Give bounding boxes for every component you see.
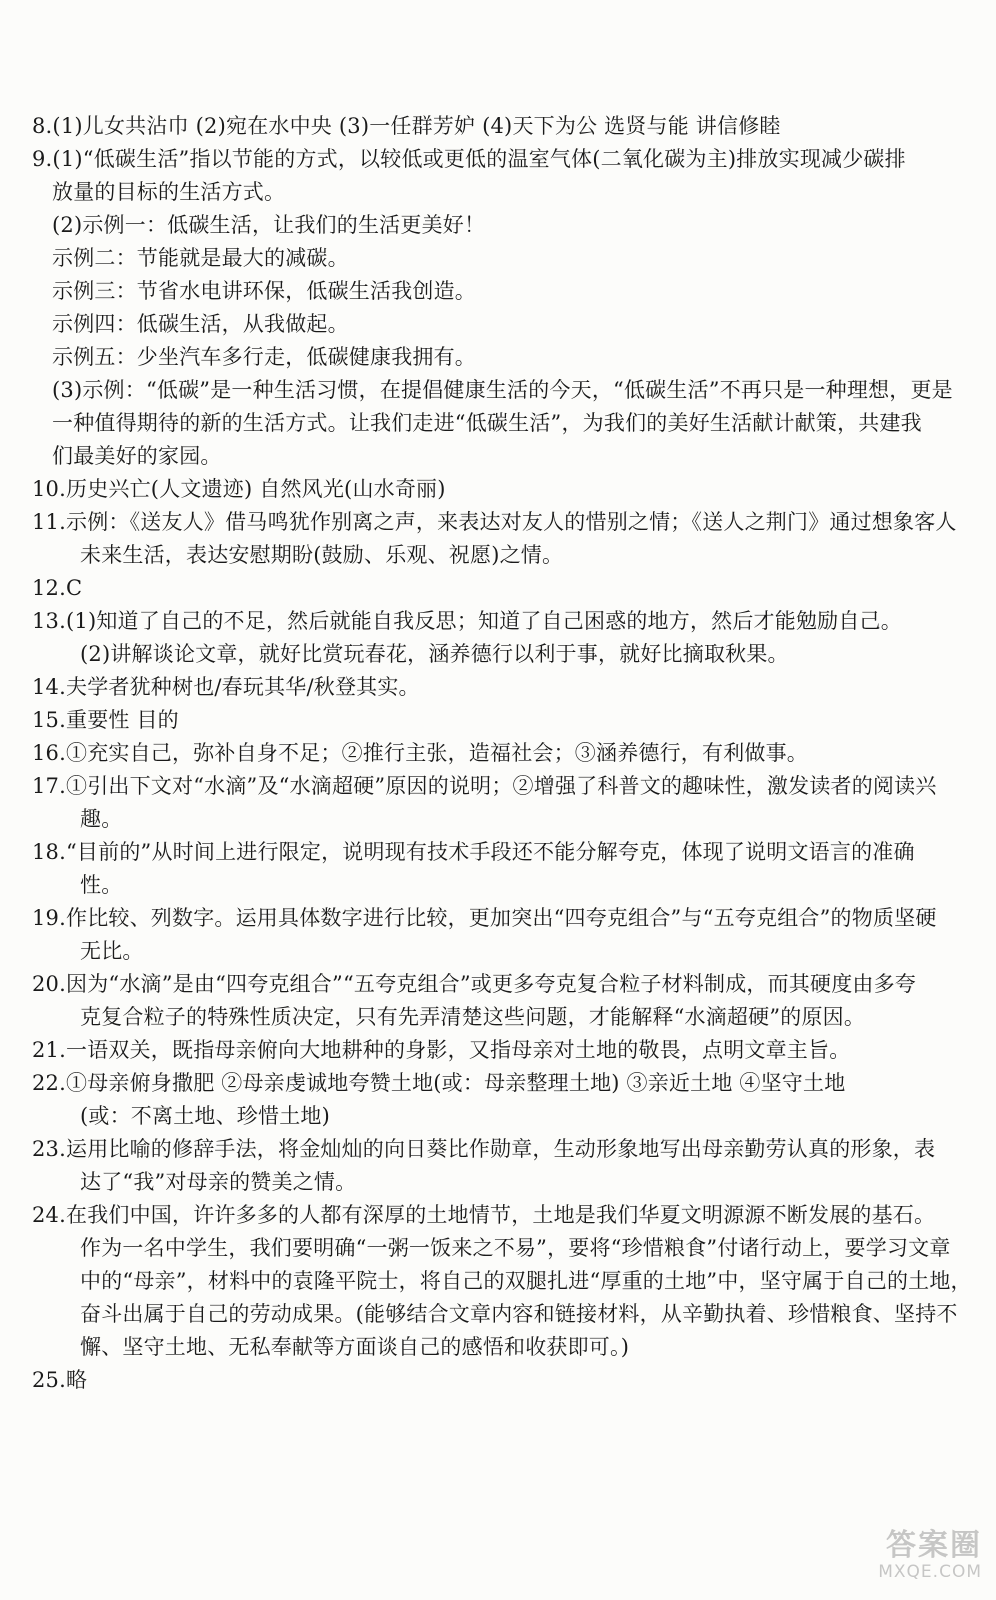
answer-line: 性。 bbox=[80, 873, 123, 897]
watermark-logo bbox=[832, 1530, 982, 1586]
answer-line: 21.一语双关，既指母亲俯向大地耕种的身影，又指母亲对土地的敬畏，点明文章主旨。 bbox=[32, 1038, 851, 1062]
answer-line: 懈、坚守土地、无私奉献等方面谈自己的感悟和收获即可。) bbox=[80, 1335, 630, 1359]
answer-line: 17.①引出下文对“水滴”及“水滴超硬”原因的说明；②增强了科普文的趣味性，激发读者的阅读兴 bbox=[32, 774, 937, 798]
answer-line: 放量的目标的生活方式。 bbox=[52, 180, 286, 204]
answer-line: 18.“目前的”从时间上进行限定，说明现有技术手段还不能分解夸克，体现了说明文语言的准确 bbox=[32, 840, 915, 864]
answer-line: 无比。 bbox=[80, 939, 144, 963]
answer-line: 25.略 bbox=[32, 1368, 88, 1392]
answer-line: 12.C bbox=[32, 576, 83, 600]
answer-line: 作为一名中学生，我们要明确“一粥一饭来之不易”，要将“珍惜粮食”付诸行动上，要学习文章 bbox=[80, 1236, 951, 1260]
answer-line: 20.因为“水滴”是由“四夸克组合”“五夸克组合”或更多夸克复合粒子材料制成，而其硬度由多夸 bbox=[32, 972, 917, 996]
answer-line: (2)示例一：低碳生活，让我们的生活更美好！ bbox=[52, 213, 486, 237]
answer-line: 趣。 bbox=[80, 807, 123, 831]
answer-line: (2)讲解谈论文章，就好比赏玩春花，涵养德行以利于事，就好比摘取秋果。 bbox=[80, 642, 789, 666]
answer-line: 示例二：节能就是最大的减碳。 bbox=[52, 246, 349, 270]
answer-line: 一种值得期待的新的生活方式。让我们走进“低碳生活”，为我们的美好生活献计献策，共建我 bbox=[52, 411, 922, 435]
answer-line: 示例四：低碳生活，从我做起。 bbox=[52, 312, 349, 336]
answer-line: 16.①充实自己，弥补自身不足；②推行主张，造福社会；③涵养德行，有利做事。 bbox=[32, 741, 808, 765]
answer-line: 13.(1)知道了自己的不足，然后就能自我反思；知道了自己困惑的地方，然后才能勉励自己。 bbox=[32, 609, 902, 633]
answer-line: 9.(1)“低碳生活”指以节能的方式，以较低或更低的温室气体(二氧化碳为主)排放实现减少碳排 bbox=[32, 147, 906, 171]
answer-line: 示例三：节省水电讲环保，低碳生活我创造。 bbox=[52, 279, 476, 303]
answer-line: 们最美好的家园。 bbox=[52, 444, 222, 468]
watermark-url: MXQE.COM bbox=[878, 1562, 982, 1582]
answer-line: 未来生活，表达安慰期盼(鼓励、乐观、祝愿)之情。 bbox=[80, 543, 564, 567]
answer-line: 奋斗出属于自己的劳动成果。(能够结合文章内容和链接材料，从辛勤执着、珍惜粮食、坚持不 bbox=[80, 1302, 958, 1326]
answer-line: 达了“我”对母亲的赞美之情。 bbox=[80, 1170, 357, 1194]
answer-line: 15.重要性 目的 bbox=[32, 708, 179, 732]
answer-line: 23.运用比喻的修辞手法，将金灿灿的向日葵比作勋章，生动形象地写出母亲勤劳认真的形象，表 bbox=[32, 1137, 936, 1161]
answer-line: 克复合粒子的特殊性质决定，只有先弄清楚这些问题，才能解释“水滴超硬”的原因。 bbox=[80, 1005, 866, 1029]
answer-line: 24.在我们中国，许许多多的人都有深厚的土地情节，土地是我们华夏文明源源不断发展的基石。 bbox=[32, 1203, 936, 1227]
answer-line: 示例五：少坐汽车多行走，低碳健康我拥有。 bbox=[52, 345, 476, 369]
watermark-title: 答案圈 bbox=[886, 1528, 982, 1563]
answer-line: 10.历史兴亡(人文遗迹) 自然风光(山水奇丽) bbox=[32, 477, 446, 501]
answer-line: 19.作比较、列数字。运用具体数字进行比较，更加突出“四夸克组合”与“五夸克组合”的物质坚硬 bbox=[32, 906, 937, 930]
answer-list bbox=[32, 110, 982, 1397]
answer-line: (3)示例：“低碳”是一种生活习惯，在提倡健康生活的今天，“低碳生活”不再只是一种理想，更是 bbox=[52, 378, 953, 402]
answer-line: (或：不离土地、珍惜土地) bbox=[80, 1104, 330, 1128]
answer-line: 中的“母亲”，材料中的袁隆平院士，将自己的双腿扎进“厚重的土地”中，坚守属于自己的土地， bbox=[80, 1269, 972, 1293]
answer-line: 8.(1)儿女共沾巾 (2)宛在水中央 (3)一任群芳妒 (4)天下为公 选贤与能 讲信修睦 bbox=[32, 114, 781, 138]
answer-line: 14.夫学者犹种树也/春玩其华/秋登其实。 bbox=[32, 675, 420, 699]
answer-line: 11.示例：《送友人》借马鸣犹作别离之声，来表达对友人的惜别之情；《送人之荆门》通过想象客人 bbox=[32, 510, 957, 534]
answer-line: 22.①母亲俯身撒肥 ②母亲虔诚地夸赞土地(或：母亲整理土地) ③亲近土地 ④坚守土地 bbox=[32, 1071, 846, 1095]
